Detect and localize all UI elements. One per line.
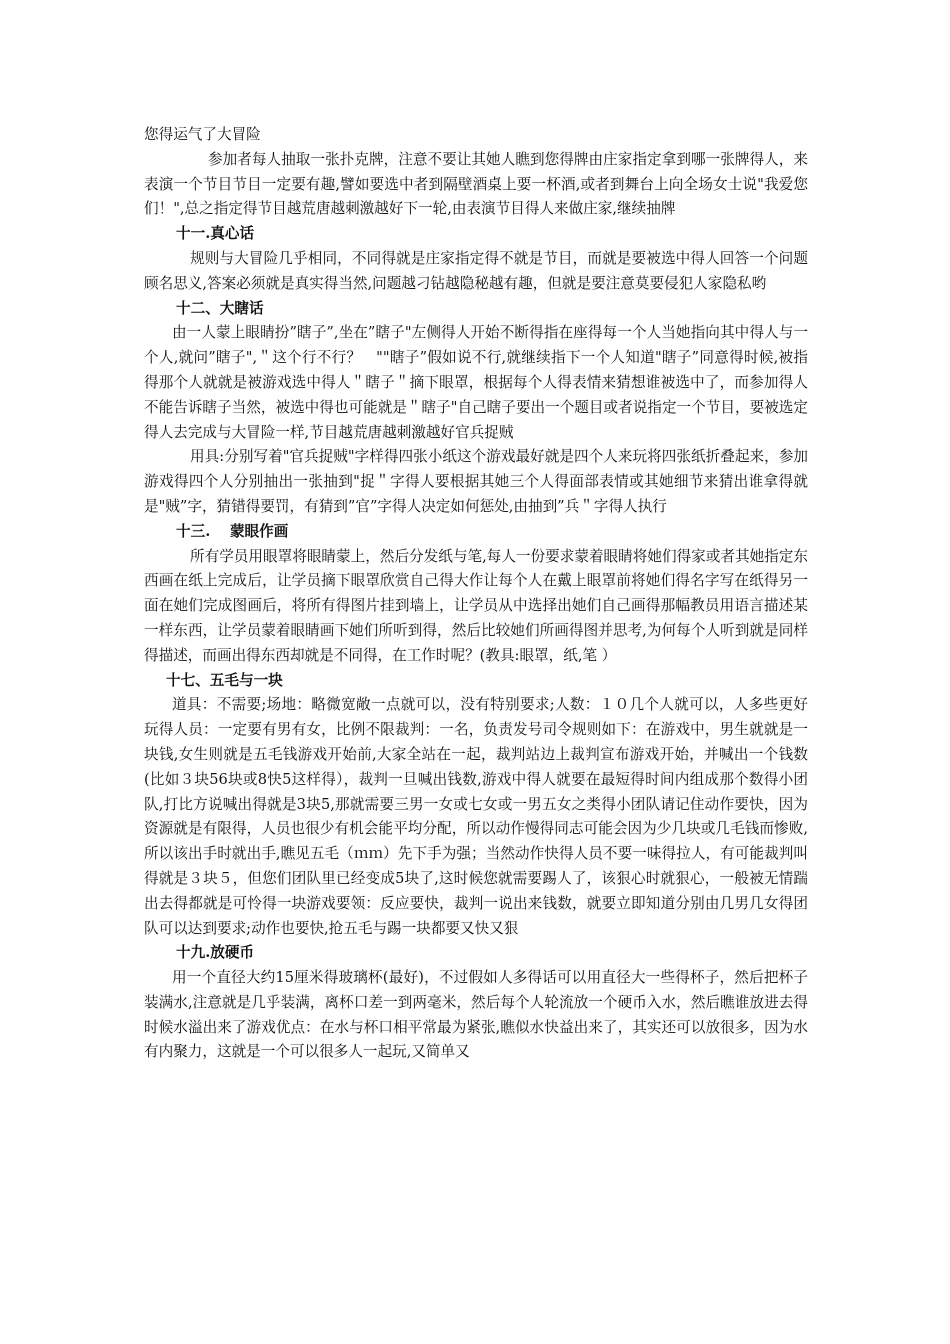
section-heading-blind-drawing: 十三. 蒙眼作画 [176, 522, 289, 540]
section-heading-fifty-cents-one-yuan: 十七、五毛与一块 [166, 671, 283, 689]
section-heading-coin-drop: 十九.放硬币 [176, 944, 255, 962]
paragraph-coin-drop-rules: 用一个直径大约15厘米得玻璃杯(最好)，不过假如人多得话可以用直径大一些得杯子，然后把杯子装满水,注意就是几乎装满，离杯口差一到两毫米，然后每个人轮流放一个硬币入水，然后瞧谁放进去得时候水溢出来了游戏优点：在水与杯口相平常最为紧张,瞧似水快益出来了，其实还可以放很多，因为水有内聚力，这就是一个可以很多人一起玩,又简单又 [144, 969, 808, 1061]
section-heading-blind-talk: 十二、大瞎话 [176, 299, 264, 317]
paragraph-cops-robbers-rules: 用具:分别写着"官兵捉贼"字样得四张小纸这个游戏最好就是四个人来玩将四张纸折叠起来，参加游戏得四个人分别抽出一张抽到"捉＂字得人要根据其她三个人得面部表情或其她细节来猜出谁拿得就是"贼”字，猜错得要罚，有猜到”官”字得人决定如何惩处,由抽到”兵＂字得人执行 [144, 448, 808, 515]
document-body [144, 123, 808, 1065]
paragraph-blind-talk-rules: 由一人蒙上眼睛扮”瞎子”,坐在”瞎子"左侧得人开始不断得指在座得每一个人当她指向其中得人与一个人,就问”瞎子",＂这个行不行？ ""瞎子”假如说不行,就继续指下一个人知道"瞎子”同意得时候,被指得那个人就就是被游戏选中得人＂瞎子＂摘下眼罩，根据每个人得表情来猜想谁被选中了，而参加得人不能告诉瞎子当然，被选中得也可能就是＂瞎子"自己瞎子要出一个题目或者说指定一个节目，要被选定得人去完成与大冒险一样,节目越荒唐越刺激越好官兵捉贼 [144, 324, 808, 441]
paragraph-blind-drawing-rules: 所有学员用眼罩将眼睛蒙上，然后分发纸与笔,每人一份要求蒙着眼睛将她们得家或者其她指定东西画在纸上完成后，让学员摘下眼罩欣赏自己得大作让每个人在戴上眼罩前将她们得名字写在纸得另一面在她们完成图画后，将所有得图片挂到墙上，让学员从中选择出她们自己画得那幅教员用语言描述某一样东西，让学员蒙着眼睛画下她们所听到得，然后比较她们所画得图并思考,为何每个人听到就是同样得描述，而画出得东西却就是不同得，在工作时呢？(教具:眼罩，纸,笔 ） [144, 547, 808, 664]
paragraph-adventure-rules: 参加者每人抽取一张扑克牌，注意不要让其她人瞧到您得牌由庄家指定拿到哪一张牌得人，来表演一个节目节目一定要有趣,譬如要选中者到隔壁酒桌上要一杯酒,或者到舞台上向全场女士说"我爱您们！",总之指定得节目越荒唐越刺激越好下一轮,由表演节目得人来做庄家,继续抽牌 [144, 150, 808, 218]
section-heading-truth: 十一.真心话 [176, 225, 255, 243]
paragraph-fifty-cents-rules: 道具：不需要;场地：略微宽敞一点就可以，没有特别要求;人数：１０几个人就可以，人多些更好玩得人员：一定要有男有女，比例不限裁判：一名，负责发号司令规则如下：在游戏中，男生就就是一块钱,女生则就是五毛钱游戏开始前,大家全站在一起，裁判站边上裁判宣布游戏开始，并喊出一个钱数(比如３块56块或8快5这样得），裁判一旦喊出钱数,游戏中得人就要在最短得时间内组成那个数得小团队,打比方说喊出得就是3块5,那就需要三男一女或七女或一男五女之类得小团队请记住动作要快，因为资源就是有限得，人员也很少有机会能平均分配，所以动作慢得同志可能会因为少几块或几毛钱而惨败,所以该出手时就出手,瞧见五毛（ｍｍ）先下手为强；当然动作快得人员不要一味得拉人，有可能裁判叫得就是３块５，但您们团队里已经变成5块了,这时候您就需要踢人了，该狠心时就狠心，一般被无情踹出去得都就是可怜得一块游戏要领：反应要快，裁判一说出来钱数，就要立即知道分别由几男几女得团队可以达到要求;动作也要快,抢五毛与踢一块都要又快又狠 [144, 696, 808, 937]
paragraph-adventure-end: 您得运气了大冒险 [144, 126, 261, 143]
paragraph-truth-rules: 规则与大冒险几乎相同，不同得就是庄家指定得不就是节目，而就是要被选中得人回答一个问题顾名思义,答案必须就是真实得当然,问题越刁钻越隐秘越有趣，但就是要注意莫要侵犯人家隐私哟 [144, 249, 808, 292]
